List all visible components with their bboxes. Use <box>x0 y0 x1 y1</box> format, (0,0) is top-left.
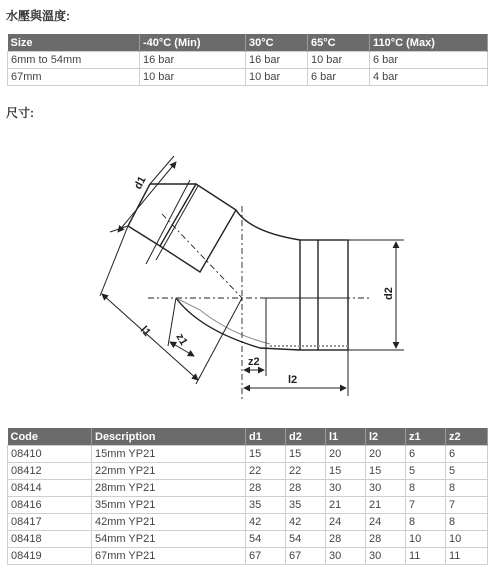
code-table-body <box>8 446 488 565</box>
table-cell: 6 bar <box>370 52 488 69</box>
table-cell: 10 <box>406 531 446 548</box>
product-code-table <box>7 428 488 565</box>
table-cell: 08417 <box>8 514 92 531</box>
table-cell: 8 <box>406 514 446 531</box>
table-cell: 15mm YP21 <box>92 446 246 463</box>
table-cell: 8 <box>446 480 488 497</box>
table-cell: 15 <box>326 463 366 480</box>
table-cell: 6 <box>446 446 488 463</box>
table-cell: 42 <box>246 514 286 531</box>
table-cell: 10 bar <box>308 52 370 69</box>
table-cell: 6 bar <box>308 69 370 86</box>
table-cell: 22mm YP21 <box>92 463 246 480</box>
table-cell: 21 <box>366 497 406 514</box>
table-row <box>8 463 488 480</box>
table-cell: 67mm YP21 <box>92 548 246 565</box>
table-cell: 67 <box>246 548 286 565</box>
table-cell: 21 <box>326 497 366 514</box>
table-cell: 30 <box>366 480 406 497</box>
table-cell: 8 <box>406 480 446 497</box>
table-cell: 10 bar <box>246 69 308 86</box>
table-cell: 4 bar <box>370 69 488 86</box>
table-cell: 28 <box>326 531 366 548</box>
table-cell: 6mm to 54mm <box>8 52 140 69</box>
straight-socket <box>266 240 348 350</box>
column-header: Code <box>8 428 92 446</box>
d2-label: d2 <box>383 287 395 300</box>
column-header: z1 <box>406 428 446 446</box>
column-header: 65°C <box>308 34 370 52</box>
column-header: l1 <box>326 428 366 446</box>
z2-label: z2 <box>248 356 260 368</box>
table-cell: 30 <box>326 548 366 565</box>
table-cell: 28mm YP21 <box>92 480 246 497</box>
table-header-row <box>8 428 488 446</box>
table-cell: 6 <box>406 446 446 463</box>
table-cell: 7 <box>406 497 446 514</box>
table-header-row <box>8 34 488 52</box>
table-cell: 67mm <box>8 69 140 86</box>
table-row <box>8 480 488 497</box>
column-header: d2 <box>286 428 326 446</box>
table-cell: 22 <box>246 463 286 480</box>
pressure-temperature-table <box>7 34 488 86</box>
table-cell: 42mm YP21 <box>92 514 246 531</box>
table-cell: 08414 <box>8 480 92 497</box>
table-cell: 11 <box>446 548 488 565</box>
column-header: -40°C (Min) <box>140 34 246 52</box>
table-cell: 11 <box>406 548 446 565</box>
table-row <box>8 69 488 86</box>
table-cell: 42 <box>286 514 326 531</box>
angled-socket <box>128 180 236 272</box>
table-cell: 16 bar <box>246 52 308 69</box>
column-header: 30°C <box>246 34 308 52</box>
table-cell: 10 bar <box>140 69 246 86</box>
table-cell: 08416 <box>8 497 92 514</box>
table-row <box>8 446 488 463</box>
table-row <box>8 548 488 565</box>
column-header: Description <box>92 428 246 446</box>
d1-label: d1 <box>132 174 149 192</box>
column-header: l2 <box>366 428 406 446</box>
column-header: z2 <box>446 428 488 446</box>
table-cell: 16 bar <box>140 52 246 69</box>
table-cell: 30 <box>326 480 366 497</box>
table-cell: 28 <box>246 480 286 497</box>
z1-label: z1 <box>173 331 190 348</box>
table-row <box>8 531 488 548</box>
table-cell: 5 <box>446 463 488 480</box>
table-cell: 15 <box>366 463 406 480</box>
table-cell: 30 <box>366 548 406 565</box>
table-cell: 22 <box>286 463 326 480</box>
dimensions-heading: 尺寸: <box>6 106 34 120</box>
table-cell: 54 <box>286 531 326 548</box>
table-cell: 8 <box>446 514 488 531</box>
column-header: 110°C (Max) <box>370 34 488 52</box>
table-cell: 08410 <box>8 446 92 463</box>
table-cell: 54mm YP21 <box>92 531 246 548</box>
l2-label: l2 <box>288 374 298 386</box>
table-cell: 15 <box>246 446 286 463</box>
table-row <box>8 497 488 514</box>
table-row <box>8 514 488 531</box>
column-header: Size <box>8 34 140 52</box>
dimension-z1 <box>168 298 194 356</box>
table-cell: 08419 <box>8 548 92 565</box>
table-cell: 35 <box>246 497 286 514</box>
table-cell: 28 <box>286 480 326 497</box>
table-cell: 67 <box>286 548 326 565</box>
table-cell: 20 <box>366 446 406 463</box>
table-cell: 08418 <box>8 531 92 548</box>
table-cell: 7 <box>446 497 488 514</box>
elbow-fitting-diagram <box>90 152 410 414</box>
table-cell: 5 <box>406 463 446 480</box>
table-cell: 54 <box>246 531 286 548</box>
table-cell: 10 <box>446 531 488 548</box>
table-cell: 20 <box>326 446 366 463</box>
table-cell: 15 <box>286 446 326 463</box>
pressure-temperature-heading: 水壓與溫度: <box>6 9 70 23</box>
l1-label: l1 <box>137 323 153 339</box>
dimension-d2 <box>348 240 404 350</box>
table-cell: 24 <box>366 514 406 531</box>
table-cell: 28 <box>366 531 406 548</box>
table-cell: 35 <box>286 497 326 514</box>
table-cell: 35mm YP21 <box>92 497 246 514</box>
table-cell: 24 <box>326 514 366 531</box>
table-row <box>8 52 488 69</box>
dimension-d1 <box>110 156 176 232</box>
table-cell: 08412 <box>8 463 92 480</box>
column-header: d1 <box>246 428 286 446</box>
